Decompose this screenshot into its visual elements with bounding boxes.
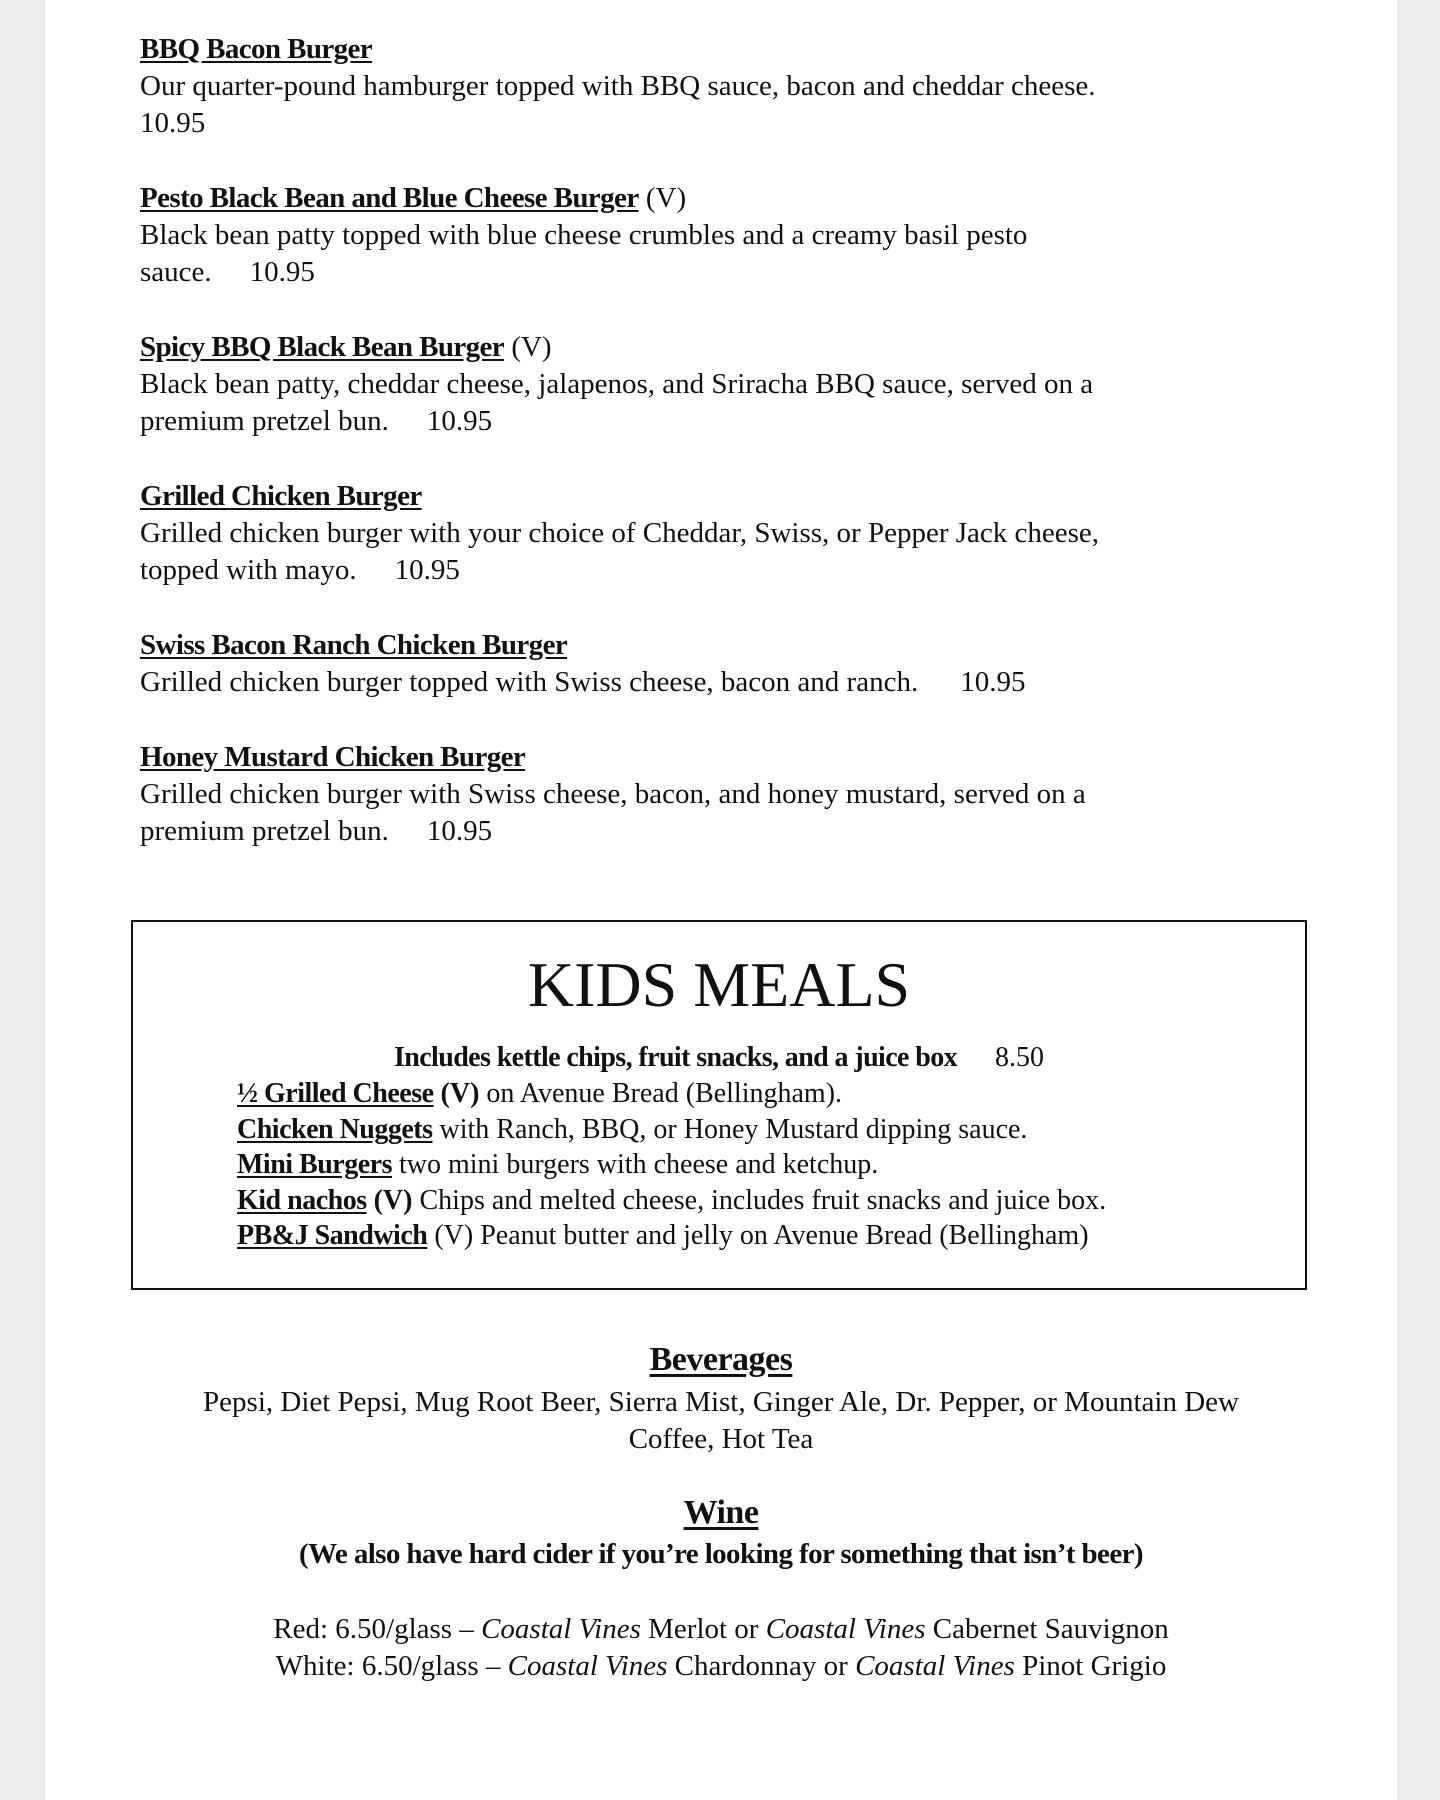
wine-white-label: White: 6.50/glass – — [275, 1650, 501, 1682]
item-title: Honey Mustard Chicken Burger — [140, 741, 526, 773]
item-title: BBQ Bacon Burger — [140, 33, 373, 65]
menu-item — [140, 31, 1290, 142]
item-description: Our quarter-pound hamburger topped with BBQ sauce, bacon and cheddar cheese. — [140, 70, 1096, 102]
kids-includes-text: Includes kettle chips, fruit snacks, and a juice box — [393, 1042, 958, 1073]
kids-item-name: PB&J Sandwich — [237, 1220, 428, 1251]
wine-note: (We also have hard cider if you’re looking for something that isn’t beer) — [299, 1538, 1143, 1570]
beverages-sodas: Pepsi, Diet Pepsi, Mug Root Beer, Sierra Mist, Ginger Ale, Dr. Pepper, or Mountain Dew — [203, 1386, 1239, 1418]
kids-item-name: Mini Burgers — [237, 1149, 392, 1180]
item-description: Grilled chicken burger with your choice of Cheddar, Swiss, or Pepper Jack cheese, — [140, 517, 1100, 549]
item-description-cont: premium pretzel bun. — [140, 405, 389, 437]
wine-white-line — [45, 1648, 1397, 1685]
item-description: Grilled chicken burger topped with Swiss cheese, bacon and ranch. — [140, 666, 919, 698]
wine-varietal: Merlot or — [648, 1613, 759, 1645]
wine-red-label: Red: 6.50/glass – — [273, 1613, 474, 1645]
item-title: Grilled Chicken Burger — [140, 480, 422, 512]
item-description: Black bean patty, cheddar cheese, jalapenos, and Sriracha BBQ sauce, served on a — [140, 368, 1094, 400]
vegetarian-tag: (V) — [373, 1184, 413, 1216]
kids-item-desc: Chips and melted cheese, includes fruit snacks and juice box. — [419, 1184, 1107, 1216]
menu-item — [140, 478, 1290, 589]
wine-varietal: Chardonnay or — [674, 1650, 848, 1682]
beverages-hot: Coffee, Hot Tea — [628, 1423, 814, 1455]
menu-item — [140, 329, 1290, 440]
item-description-cont: sauce. — [140, 256, 212, 288]
item-description-cont: premium pretzel bun. — [140, 815, 389, 847]
wine-varietal: Cabernet Sauvignon — [932, 1613, 1169, 1645]
wine-brand: Coastal Vines — [765, 1613, 926, 1645]
wine-heading: Wine — [683, 1494, 759, 1531]
item-description: Grilled chicken burger with Swiss cheese, bacon, and honey mustard, served on a — [140, 778, 1086, 810]
kids-list — [237, 1076, 1297, 1254]
kids-list-item — [237, 1112, 1297, 1148]
beverages-heading: Beverages — [649, 1341, 793, 1378]
kids-item-desc: on Avenue Bread (Bellingham). — [486, 1078, 843, 1109]
wine-brand: Coastal Vines — [855, 1650, 1015, 1682]
menu-item — [140, 739, 1290, 850]
item-title: Spicy BBQ Black Bean Burger — [140, 331, 505, 363]
item-title: Pesto Black Bean and Blue Cheese Burger — [140, 182, 639, 214]
menu-page — [45, 0, 1397, 1800]
item-price: 10.95 — [426, 405, 493, 437]
kids-list-item — [237, 1218, 1297, 1254]
kids-meals-box — [131, 920, 1307, 1290]
item-price: 10.95 — [249, 256, 315, 288]
item-description: Black bean patty topped with blue cheese crumbles and a creamy basil pesto — [140, 219, 1028, 251]
kids-list-item — [237, 1147, 1297, 1183]
kids-item-name: Kid nachos — [237, 1184, 367, 1216]
wine-red-line — [45, 1611, 1397, 1648]
kids-list-item — [237, 1183, 1297, 1219]
wine-varietal: Pinot Grigio — [1022, 1650, 1167, 1682]
item-price: 10.95 — [960, 666, 1026, 698]
vegetarian-tag: (V) — [511, 331, 552, 363]
vegetarian-tag: (V) — [645, 182, 687, 214]
item-price: 10.95 — [426, 815, 493, 847]
item-title: Swiss Bacon Ranch Chicken Burger — [140, 629, 568, 661]
kids-item-desc: Peanut butter and jelly on Avenue Bread (Bellingham) — [480, 1220, 1089, 1251]
vegetarian-tag: (V) — [440, 1078, 480, 1109]
menu-item — [140, 180, 1290, 291]
item-price: 10.95 — [140, 107, 206, 139]
kids-meals-title: KIDS MEALS — [527, 949, 911, 1020]
kids-item-desc: two mini burgers with cheese and ketchup. — [399, 1149, 879, 1180]
menu-item — [140, 627, 1290, 701]
kids-list-item — [237, 1076, 1297, 1112]
kids-price: 8.50 — [995, 1042, 1045, 1073]
kids-item-name: Chicken Nuggets — [237, 1113, 433, 1145]
item-price: 10.95 — [394, 554, 460, 586]
kids-includes-line — [133, 1040, 1305, 1076]
vegetarian-tag: (V) — [434, 1220, 474, 1251]
wine-brand: Coastal Vines — [481, 1613, 641, 1645]
kids-item-desc: with Ranch, BBQ, or Honey Mustard dipping sauce. — [439, 1113, 1028, 1145]
kids-item-name: ½ Grilled Cheese — [237, 1078, 434, 1109]
wine-brand: Coastal Vines — [507, 1650, 668, 1682]
item-description-cont: topped with mayo. — [140, 554, 357, 586]
